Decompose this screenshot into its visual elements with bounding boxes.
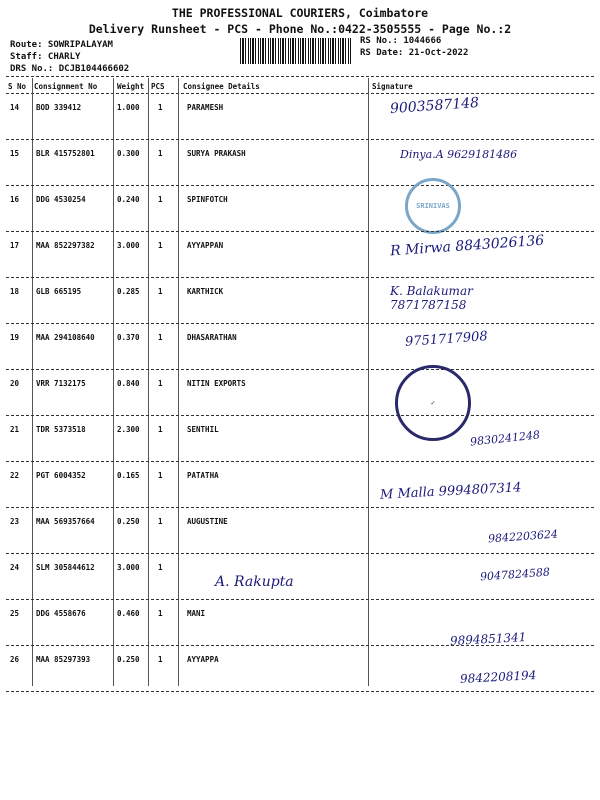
row-consignee: KARTHICK [187,287,224,296]
row-sno: 25 [10,609,20,618]
row-weight: 2.300 [117,425,140,434]
row-consignment: PGT 6004352 [36,471,86,480]
row-signature: 9003587148 [389,94,480,118]
row-consignment: DDG 4530254 [36,195,86,204]
row-pcs: 1 [158,287,163,296]
row-pcs: 1 [158,655,163,664]
row-rule [6,415,594,416]
row-signature: 9842208194 [459,668,537,686]
row-pcs: 1 [158,241,163,250]
row-consignee: MANI [187,609,206,618]
rubber-stamp [405,178,461,234]
col-pcs: PCS [151,82,165,91]
row-consignee: AYYAPPAN [187,241,224,250]
row-rule [6,277,594,278]
row-consignment: BLR 415752801 [36,149,95,158]
row-consignment: GLB 665195 [36,287,82,296]
row-pcs: 1 [158,149,163,158]
row-consignee: AUGUSTINE [187,517,228,526]
row-sno: 16 [10,195,20,204]
col-consignee: Consignee Details [183,82,260,91]
row-weight: 1.000 [117,103,140,112]
handwritten-annotation: A. Rakupta [215,574,294,590]
row-sno: 14 [10,103,20,112]
row-sno: 19 [10,333,20,342]
row-rule [6,691,594,692]
company-title: THE PROFESSIONAL COURIERS, Coimbatore [171,6,429,20]
row-pcs: 1 [158,471,163,480]
row-consignment: MAA 569357664 [36,517,95,526]
header-top-rule [6,76,594,77]
row-pcs: 1 [158,379,163,388]
row-consignee: PATATHA [187,471,219,480]
row-sno: 20 [10,379,20,388]
row-weight: 3.000 [117,241,140,250]
row-pcs: 1 [158,425,163,434]
row-weight: 0.250 [117,517,140,526]
row-sno: 18 [10,287,20,296]
row-rule [6,553,594,554]
row-pcs: 1 [158,103,163,112]
row-signature: 9830241248 [469,428,541,449]
row-pcs: 1 [158,563,163,572]
col-consignment: Consignment No [34,82,98,91]
row-rule [6,599,594,600]
row-consignment: SLM 305844612 [36,563,95,572]
row-sno: 23 [10,517,20,526]
row-weight: 0.460 [117,609,140,618]
row-rule [6,185,594,186]
row-signature: 9842203624 [487,527,559,546]
row-weight: 0.840 [117,379,140,388]
row-weight: 0.250 [117,655,140,664]
staff-label: Staff: CHARLY [10,52,81,62]
row-consignee: SENTHIL [187,425,219,434]
row-signature: Dinya.A 9629181486 [400,148,518,161]
row-consignment: VRR 7132175 [36,379,86,388]
row-rule [6,507,594,508]
row-consignment: BOD 339412 [36,103,82,112]
row-consignee: DHASARATHAN [187,333,237,342]
row-consignee: PARAMESH [187,103,224,112]
rubber-stamp: ✓ [395,365,471,441]
col-divider [368,78,369,686]
row-sno: 24 [10,563,20,572]
row-rule [6,461,594,462]
route-label: Route: SOWRIPALAYAM [10,40,113,50]
row-rule [6,231,594,232]
row-signature: 9894851341 [449,630,527,648]
row-sno: 15 [10,149,20,158]
row-consignee: NITIN EXPORTS [187,379,246,388]
col-signature: Signature [372,82,413,91]
row-rule [6,369,594,370]
row-signature: K. Balakumar 7871787158 [390,284,473,312]
row-sno: 21 [10,425,20,434]
barcode [240,38,352,64]
row-weight: 0.370 [117,333,140,342]
row-rule [6,645,594,646]
drs-label: DRS No.: DCJB104466602 [10,64,130,74]
row-pcs: 1 [158,517,163,526]
row-pcs: 1 [158,195,163,204]
row-consignee: SPINFOTCH [187,195,228,204]
stamp-text: SRINIVAS [416,202,450,210]
row-rule [6,139,594,140]
col-weight: Weight [117,82,145,91]
row-sno: 22 [10,471,20,480]
row-signature: R Mirwa 8843026136 [389,232,545,260]
rs-number: RS No.: 1044666 [360,36,442,46]
row-pcs: 1 [158,609,163,618]
row-sno: 26 [10,655,20,664]
row-weight: 0.240 [117,195,140,204]
row-sno: 17 [10,241,20,250]
row-weight: 0.165 [117,471,140,480]
col-divider [178,78,179,686]
row-weight: 0.300 [117,149,140,158]
row-signature: M Malla 9994807314 [379,480,522,503]
col-divider [32,78,33,686]
row-rule [6,323,594,324]
row-consignment: DDG 4558676 [36,609,86,618]
col-divider [148,78,149,686]
row-consignee: AYYAPPA [187,655,219,664]
runsheet-title: Delivery Runsheet - PCS - Phone No.:0422-3505555 - Page No.:2 [88,22,512,36]
row-consignee: SURYA PRAKASH [187,149,246,158]
rs-date: RS Date: 21-Oct-2022 [360,48,469,58]
row-pcs: 1 [158,333,163,342]
row-consignment: MAA 852297382 [36,241,95,250]
row-signature: 9047824588 [479,565,551,584]
col-divider [113,78,114,686]
header-bottom-rule [6,93,594,94]
row-signature: 9751717908 [404,329,489,350]
row-consignment: MAA 294108640 [36,333,95,342]
col-sno: S No [8,82,27,91]
row-weight: 3.000 [117,563,140,572]
row-weight: 0.285 [117,287,140,296]
row-consignment: TDR 5373518 [36,425,86,434]
row-consignment: MAA 85297393 [36,655,91,664]
